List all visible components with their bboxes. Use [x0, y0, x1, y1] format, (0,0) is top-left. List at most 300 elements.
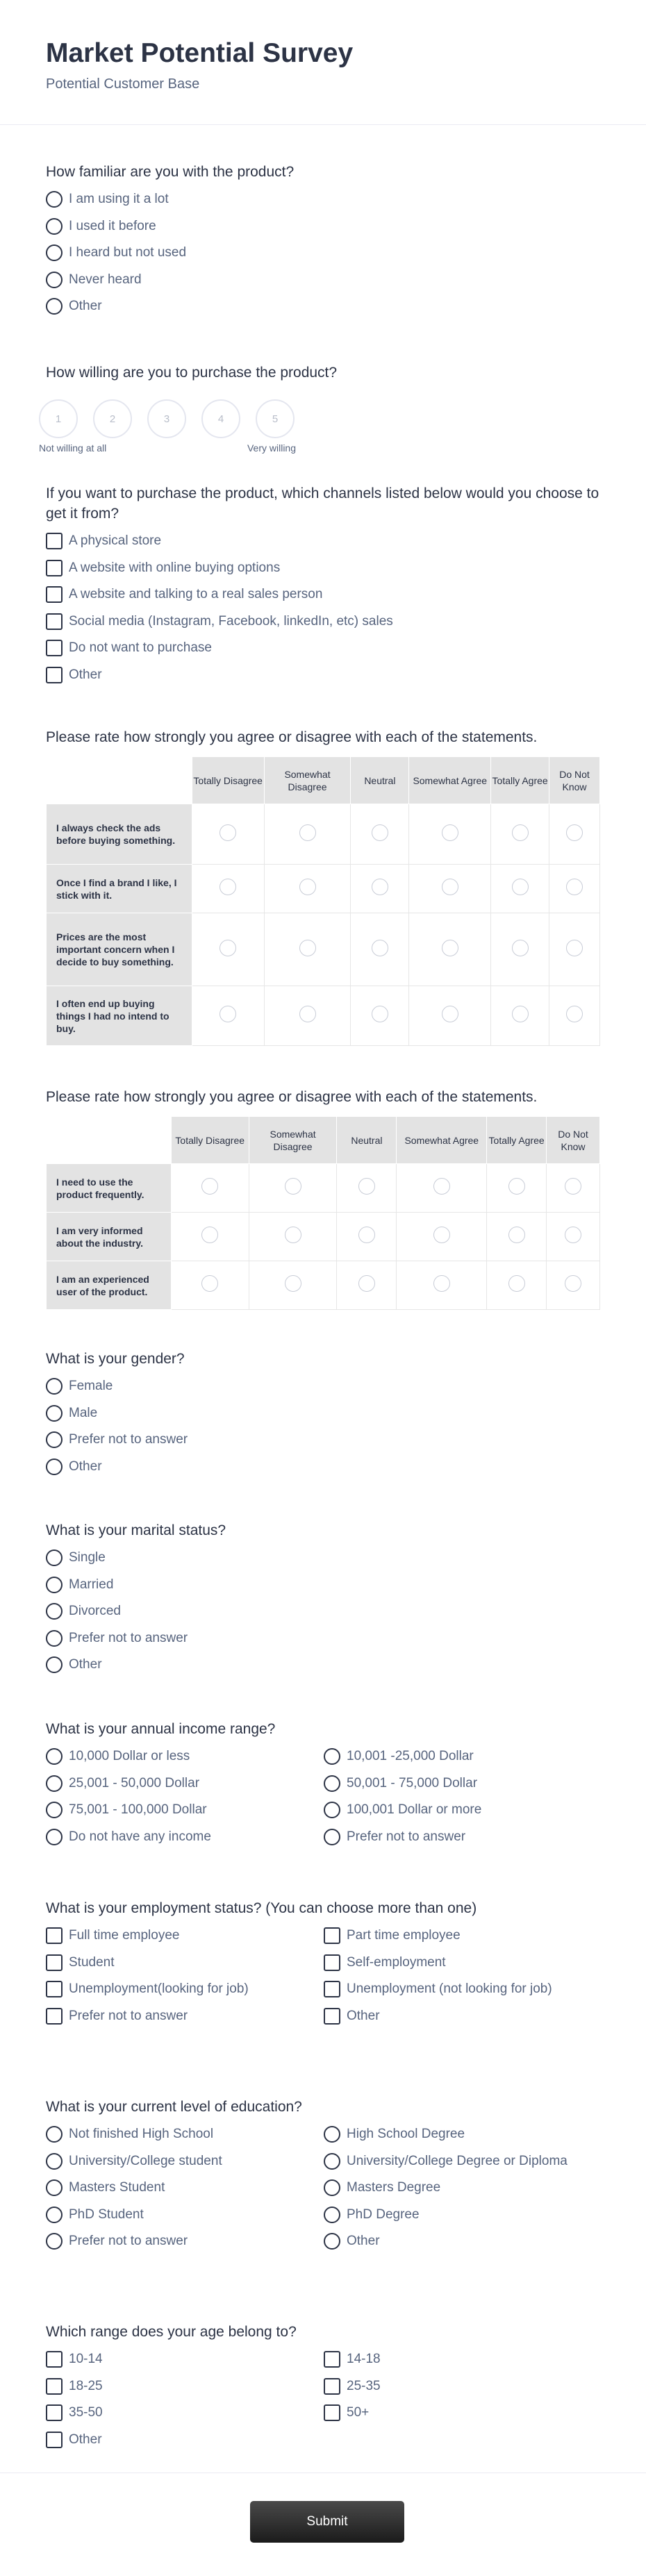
option-label: 10,001 -25,000 Dollar — [347, 1749, 474, 1764]
option-label: Prefer not to answer — [347, 1829, 466, 1844]
employment-options — [46, 1922, 600, 2029]
matrix-cell — [264, 913, 351, 986]
submit-button[interactable]: Submit — [250, 2501, 404, 2543]
education-option[interactable] — [324, 2148, 600, 2175]
q3-option[interactable] — [46, 662, 600, 689]
option-label: I used it before — [69, 218, 156, 233]
education-option[interactable] — [324, 2121, 600, 2148]
radio-button[interactable] — [46, 1829, 63, 1845]
scale-option[interactable]: 4 — [201, 399, 240, 438]
statements-matrix-1 — [46, 727, 600, 1046]
matrix-cell — [264, 986, 351, 1046]
radio-button[interactable] — [46, 298, 63, 315]
matrix-corner — [47, 757, 192, 804]
option-label: A website and talking to a real sales person — [69, 587, 323, 602]
matrix-cell — [409, 986, 491, 1046]
matrix-column-header: Somewhat Disagree — [249, 1117, 337, 1164]
option-label: Single — [69, 1550, 106, 1565]
q1-option[interactable] — [46, 293, 600, 320]
radio-button[interactable] — [46, 1431, 63, 1448]
education-option[interactable] — [46, 2121, 324, 2148]
matrix-row — [47, 1261, 600, 1310]
matrix-radio[interactable] — [372, 940, 388, 956]
matrix-cell — [337, 1164, 397, 1213]
radio-button[interactable] — [46, 2233, 63, 2250]
radio-button[interactable] — [46, 1549, 63, 1566]
option-label: University/College student — [69, 2153, 222, 2168]
matrix-row — [47, 986, 600, 1046]
option-label: Male — [69, 1405, 98, 1420]
employment-option[interactable] — [324, 2003, 600, 2030]
employment-option[interactable] — [46, 2003, 324, 2030]
matrix-radio[interactable] — [565, 1275, 581, 1292]
option-label: Self-employment — [347, 1954, 446, 1970]
matrix-radio[interactable] — [201, 1275, 218, 1292]
option-label: Divorced — [69, 1604, 121, 1619]
matrix-cell — [491, 804, 549, 865]
checkbox[interactable] — [46, 1981, 63, 1997]
option-label: Student — [69, 1954, 115, 1970]
option-label: Prefer not to answer — [69, 1630, 188, 1645]
matrix-cell — [487, 1213, 547, 1261]
form-title: Market Potential Survey — [46, 38, 354, 68]
matrix-table — [46, 1116, 600, 1310]
matrix-cell — [547, 1261, 600, 1310]
matrix-radio[interactable] — [358, 1178, 375, 1195]
matrix-radio[interactable] — [285, 1178, 301, 1195]
matrix-radio[interactable] — [372, 1006, 388, 1022]
matrix-cell — [192, 865, 264, 913]
marital-option[interactable] — [46, 1572, 600, 1599]
education-option[interactable] — [324, 2228, 600, 2255]
marital-option[interactable] — [46, 1545, 600, 1572]
marital-options — [46, 1545, 600, 1679]
option-label: 100,001 Dollar or more — [347, 1802, 482, 1818]
matrix-row — [47, 1164, 600, 1213]
age-option[interactable] — [324, 2400, 600, 2427]
matrix-column-header: Neutral — [337, 1117, 397, 1164]
education-option[interactable] — [46, 2148, 324, 2175]
age-option[interactable] — [46, 2346, 324, 2373]
age-option[interactable] — [46, 2373, 324, 2400]
matrix-radio[interactable] — [372, 824, 388, 841]
matrix-radio[interactable] — [508, 1178, 525, 1195]
matrix-cell — [337, 1261, 397, 1310]
checkbox[interactable] — [46, 586, 63, 603]
matrix-header-row — [47, 757, 600, 804]
matrix-header-row — [47, 1117, 600, 1164]
matrix-radio[interactable] — [433, 1227, 450, 1243]
matrix-radio[interactable] — [220, 1006, 236, 1022]
option-label: Other — [69, 299, 102, 314]
matrix-radio[interactable] — [358, 1275, 375, 1292]
radio-button[interactable] — [46, 244, 63, 261]
radio-button[interactable] — [324, 2179, 340, 2196]
radio-button[interactable] — [46, 1748, 63, 1765]
matrix-column-header: Totally Disagree — [171, 1117, 249, 1164]
matrix-cell — [409, 865, 491, 913]
matrix-cell — [192, 913, 264, 986]
scale-high-label: Very willing — [247, 442, 296, 454]
option-label: Unemployment(looking for job) — [69, 1981, 249, 1997]
option-label: Unemployment (not looking for job) — [347, 1981, 552, 1997]
familiarity-question — [46, 162, 600, 320]
matrix-radio[interactable] — [201, 1178, 218, 1195]
matrix-column-header: Somewhat Agree — [397, 1117, 487, 1164]
radio-button[interactable] — [46, 2126, 63, 2143]
option-label: University/College Degree or Diploma — [347, 2153, 568, 2168]
q1-option[interactable] — [46, 240, 600, 267]
matrix-radio[interactable] — [220, 879, 236, 895]
matrix-radio[interactable] — [512, 1006, 529, 1022]
matrix-radio[interactable] — [442, 940, 458, 956]
question-label: If you want to purchase the product, which channels listed below would you choose to get it from? — [46, 485, 599, 522]
checkbox[interactable] — [46, 667, 63, 683]
question-label: What is your gender? — [46, 1351, 185, 1367]
income-option[interactable] — [324, 1770, 600, 1797]
option-label: Married — [69, 1577, 114, 1592]
matrix-radio[interactable] — [565, 1227, 581, 1243]
matrix-cell — [397, 1213, 487, 1261]
matrix-radio[interactable] — [566, 1006, 583, 1022]
income-option[interactable] — [46, 1824, 324, 1851]
matrix-radio[interactable] — [299, 879, 316, 895]
matrix-column-header: Somewhat Disagree — [264, 757, 351, 804]
matrix-cell — [491, 865, 549, 913]
scale-option[interactable]: 2 — [93, 399, 132, 438]
option-label: 25-35 — [347, 2378, 381, 2393]
matrix-radio[interactable] — [433, 1178, 450, 1195]
radio-button[interactable] — [46, 1603, 63, 1620]
matrix-radio[interactable] — [442, 824, 458, 841]
radio-button[interactable] — [46, 1405, 63, 1422]
radio-button[interactable] — [46, 2153, 63, 2170]
radio-button[interactable] — [46, 1577, 63, 1593]
radio-button[interactable] — [46, 1802, 63, 1818]
option-label: Masters Degree — [347, 2180, 441, 2195]
matrix-row-label: I am an experienced user of the product. — [47, 1261, 172, 1310]
checkbox[interactable] — [324, 2351, 340, 2368]
matrix-cell — [549, 865, 600, 913]
option-label: A website with online buying options — [69, 560, 281, 575]
option-label: Do not have any income — [69, 1829, 211, 1844]
option-label: I heard but not used — [69, 245, 187, 260]
employment-option[interactable] — [46, 1922, 324, 1950]
age-option[interactable] — [324, 2346, 600, 2373]
question-label: Please rate how strongly you agree or disagree with each of the statements. — [46, 1089, 538, 1105]
radio-button[interactable] — [46, 1630, 63, 1647]
q3-option[interactable] — [46, 555, 600, 582]
matrix-row-label: I am very informed about the industry. — [47, 1213, 172, 1261]
matrix-cell — [491, 986, 549, 1046]
matrix-column-header: Neutral — [351, 757, 409, 804]
matrix-radio[interactable] — [372, 879, 388, 895]
matrix-cell — [397, 1164, 487, 1213]
radio-button[interactable] — [324, 1748, 340, 1765]
matrix-radio[interactable] — [442, 879, 458, 895]
education-options — [46, 2121, 600, 2255]
form-header — [0, 0, 646, 125]
matrix-cell — [487, 1164, 547, 1213]
employment-option[interactable] — [324, 1976, 600, 2003]
radio-button[interactable] — [46, 1656, 63, 1673]
employment-option[interactable] — [46, 1950, 324, 1977]
option-label: Other — [69, 667, 102, 682]
gender-option[interactable] — [46, 1400, 600, 1427]
matrix-radio[interactable] — [220, 940, 236, 956]
q3-option[interactable] — [46, 608, 600, 635]
income-option[interactable] — [46, 1797, 324, 1824]
submit-area — [0, 2473, 646, 2576]
q1-option[interactable] — [46, 267, 600, 294]
matrix-radio[interactable] — [512, 879, 529, 895]
checkbox[interactable] — [324, 2008, 340, 2025]
question-label: Please rate how strongly you agree or disagree with each of the statements. — [46, 729, 538, 745]
option-label: Social media (Instagram, Facebook, linkedIn, etc) sales — [69, 613, 393, 629]
checkbox[interactable] — [46, 2008, 63, 2025]
matrix-row — [47, 913, 600, 986]
checkbox[interactable] — [324, 1954, 340, 1971]
matrix-cell — [351, 986, 409, 1046]
option-label: Masters Student — [69, 2180, 165, 2195]
option-label: Not finished High School — [69, 2127, 214, 2142]
matrix-cell — [549, 804, 600, 865]
matrix-radio[interactable] — [508, 1227, 525, 1243]
checkbox[interactable] — [46, 2404, 63, 2421]
option-label: PhD Student — [69, 2207, 144, 2222]
checkbox[interactable] — [324, 1927, 340, 1944]
scale-option[interactable]: 5 — [256, 399, 295, 438]
radio-button[interactable] — [324, 1829, 340, 1845]
channels-options — [46, 528, 600, 688]
matrix-radio[interactable] — [299, 1006, 316, 1022]
employment-option[interactable] — [324, 1950, 600, 1977]
gender-option[interactable] — [46, 1454, 600, 1481]
matrix-row-label: Prices are the most important concern when I decide to buy something. — [47, 913, 192, 986]
q1-option[interactable] — [46, 186, 600, 213]
option-label: Other — [69, 1459, 102, 1474]
option-label: Other — [347, 2234, 380, 2249]
option-label: PhD Degree — [347, 2207, 420, 2222]
marital-option[interactable] — [46, 1598, 600, 1625]
matrix-cell — [351, 865, 409, 913]
scale-option[interactable]: 3 — [147, 399, 186, 438]
radio-button[interactable] — [46, 2179, 63, 2196]
radio-button[interactable] — [324, 2153, 340, 2170]
option-label: Female — [69, 1379, 113, 1394]
employment-question — [46, 1898, 600, 2029]
matrix-radio[interactable] — [220, 824, 236, 841]
option-label: Other — [347, 2008, 380, 2023]
age-option[interactable] — [46, 2427, 324, 2454]
matrix-radio[interactable] — [201, 1227, 218, 1243]
radio-button[interactable] — [46, 272, 63, 288]
matrix-radio[interactable] — [566, 824, 583, 841]
matrix-radio[interactable] — [442, 1006, 458, 1022]
gender-option[interactable] — [46, 1373, 600, 1400]
income-option[interactable] — [46, 1770, 324, 1797]
checkbox[interactable] — [324, 2378, 340, 2395]
matrix-radio[interactable] — [299, 824, 316, 841]
option-label: A physical store — [69, 533, 162, 549]
option-label: Full time employee — [69, 1928, 180, 1943]
form-subtitle: Potential Customer Base — [46, 76, 200, 92]
age-question — [46, 2322, 600, 2453]
checkbox[interactable] — [46, 1954, 63, 1971]
scale-option[interactable]: 1 — [39, 399, 78, 438]
q3-option[interactable] — [46, 581, 600, 608]
checkbox[interactable] — [46, 2432, 63, 2448]
matrix-radio[interactable] — [358, 1227, 375, 1243]
option-label: 10,000 Dollar or less — [69, 1749, 190, 1764]
income-options — [46, 1743, 600, 1850]
radio-button[interactable] — [46, 2207, 63, 2223]
matrix-column-header: Do Not Know — [547, 1117, 600, 1164]
option-label: 25,001 - 50,000 Dollar — [69, 1775, 200, 1790]
matrix-cell — [249, 1261, 337, 1310]
matrix-column-header: Somewhat Agree — [409, 757, 491, 804]
income-option[interactable] — [46, 1743, 324, 1770]
education-option[interactable] — [46, 2175, 324, 2202]
matrix-radio[interactable] — [433, 1275, 450, 1292]
radio-button[interactable] — [324, 2126, 340, 2143]
question-label: What is your employment status? (You can choose more than one) — [46, 1900, 477, 1916]
gender-option[interactable] — [46, 1427, 600, 1454]
checkbox[interactable] — [46, 2378, 63, 2395]
option-label: Other — [69, 2432, 102, 2447]
matrix-row — [47, 1213, 600, 1261]
marital-question — [46, 1520, 600, 1679]
willingness-scale — [39, 399, 600, 438]
matrix-cell — [192, 804, 264, 865]
checkbox[interactable] — [324, 2404, 340, 2421]
option-label: Part time employee — [347, 1928, 461, 1943]
matrix-row — [47, 865, 600, 913]
familiarity-options — [46, 186, 600, 320]
option-label: 35-50 — [69, 2405, 103, 2420]
checkbox[interactable] — [46, 613, 63, 630]
matrix-cell — [171, 1213, 249, 1261]
option-label: High School Degree — [347, 2127, 465, 2142]
option-label: Other — [69, 1657, 102, 1672]
matrix-cell — [409, 913, 491, 986]
checkbox[interactable] — [324, 1981, 340, 1997]
education-option[interactable] — [324, 2175, 600, 2202]
option-label: I am using it a lot — [69, 192, 169, 207]
radio-button[interactable] — [46, 1459, 63, 1475]
matrix-radio[interactable] — [508, 1275, 525, 1292]
checkbox[interactable] — [46, 2351, 63, 2368]
matrix-radio[interactable] — [285, 1227, 301, 1243]
checkbox[interactable] — [46, 533, 63, 549]
matrix-cell — [547, 1213, 600, 1261]
option-label: 14-18 — [347, 2352, 381, 2367]
matrix-cell — [249, 1164, 337, 1213]
matrix-cell — [264, 804, 351, 865]
radio-button[interactable] — [46, 191, 63, 208]
matrix-row-label: I always check the ads before buying something. — [47, 804, 192, 865]
age-option[interactable] — [324, 2373, 600, 2400]
matrix-cell — [171, 1261, 249, 1310]
matrix-cell — [249, 1213, 337, 1261]
matrix-cell — [351, 804, 409, 865]
radio-button[interactable] — [324, 2207, 340, 2223]
matrix-cell — [351, 913, 409, 986]
matrix-radio[interactable] — [566, 940, 583, 956]
matrix-column-header: Totally Agree — [487, 1117, 547, 1164]
matrix-column-header: Do Not Know — [549, 757, 600, 804]
matrix-radio[interactable] — [565, 1178, 581, 1195]
employment-option[interactable] — [46, 1976, 324, 2003]
radio-button[interactable] — [46, 1378, 63, 1395]
employment-option[interactable] — [324, 1922, 600, 1950]
matrix-corner — [47, 1117, 172, 1164]
income-question — [46, 1719, 600, 1850]
marital-option[interactable] — [46, 1652, 600, 1679]
question-label: Which range does your age belong to? — [46, 2324, 297, 2340]
option-label: 75,001 - 100,000 Dollar — [69, 1802, 207, 1818]
question-label: How familiar are you with the product? — [46, 164, 295, 180]
marital-option[interactable] — [46, 1625, 600, 1652]
option-label: 10-14 — [69, 2352, 103, 2367]
matrix-cell — [171, 1164, 249, 1213]
matrix-row — [47, 804, 600, 865]
education-option[interactable] — [46, 2202, 324, 2229]
q1-option[interactable] — [46, 213, 600, 240]
matrix-cell — [337, 1213, 397, 1261]
radio-button[interactable] — [324, 1775, 340, 1792]
radio-button[interactable] — [324, 2233, 340, 2250]
radio-button[interactable] — [46, 1775, 63, 1792]
question-label: How willing are you to purchase the product? — [46, 365, 338, 381]
income-option[interactable] — [324, 1824, 600, 1851]
checkbox[interactable] — [46, 640, 63, 656]
radio-button[interactable] — [46, 218, 63, 235]
age-option[interactable] — [46, 2400, 324, 2427]
matrix-cell — [264, 865, 351, 913]
option-label: Prefer not to answer — [69, 1432, 188, 1447]
matrix-cell — [491, 913, 549, 986]
matrix-radio[interactable] — [285, 1275, 301, 1292]
income-option[interactable] — [324, 1743, 600, 1770]
checkbox[interactable] — [46, 1927, 63, 1944]
q3-option[interactable] — [46, 635, 600, 662]
channels-question — [46, 483, 600, 688]
gender-question — [46, 1349, 600, 1480]
q3-option[interactable] — [46, 528, 600, 555]
checkbox[interactable] — [46, 560, 63, 576]
statements-matrix-2 — [46, 1087, 600, 1310]
matrix-row-label: I need to use the product frequently. — [47, 1164, 172, 1213]
option-label: Prefer not to answer — [69, 2234, 188, 2249]
matrix-column-header: Totally Agree — [491, 757, 549, 804]
matrix-cell — [487, 1261, 547, 1310]
matrix-radio[interactable] — [512, 940, 529, 956]
radio-button[interactable] — [324, 1802, 340, 1818]
matrix-cell — [409, 804, 491, 865]
education-option[interactable] — [324, 2202, 600, 2229]
option-label: 50,001 - 75,000 Dollar — [347, 1775, 478, 1790]
matrix-radio[interactable] — [566, 879, 583, 895]
matrix-radio[interactable] — [512, 824, 529, 841]
matrix-radio[interactable] — [299, 940, 316, 956]
matrix-row-label: Once I find a brand I like, I stick with it. — [47, 865, 192, 913]
willingness-question — [39, 363, 600, 454]
income-option[interactable] — [324, 1797, 600, 1824]
question-label: What is your current level of education? — [46, 2099, 302, 2115]
gender-options — [46, 1373, 600, 1480]
education-option[interactable] — [46, 2228, 324, 2255]
